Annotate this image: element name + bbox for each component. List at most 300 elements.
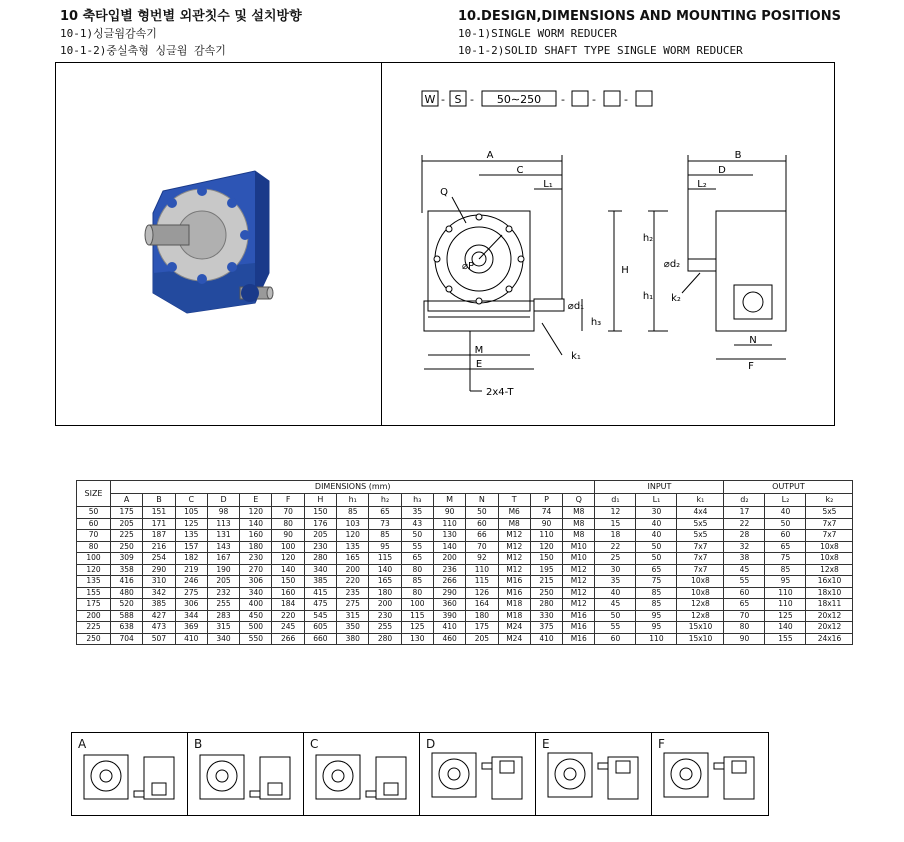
column-header: D	[207, 494, 239, 507]
svg-text:h₁: h₁	[642, 291, 654, 302]
table-cell: 150	[304, 507, 336, 519]
column-header: h₃	[401, 494, 433, 507]
table-cell: 113	[207, 518, 239, 530]
input-group-header: INPUT	[595, 481, 724, 494]
mounting-position-diagram	[72, 733, 187, 815]
table-cell: 120	[240, 507, 272, 519]
column-header: B	[143, 494, 175, 507]
table-cell: 175	[111, 507, 143, 519]
table-cell: 24x16	[806, 633, 853, 645]
column-header: Q	[563, 494, 595, 507]
table-cell: 187	[143, 530, 175, 542]
model-code-box-2: S	[454, 93, 462, 106]
table-cell: 180	[369, 587, 401, 599]
table-cell: M16	[563, 633, 595, 645]
table-cell: 473	[143, 622, 175, 634]
worm-reducer-image	[145, 171, 273, 313]
table-cell: 385	[143, 599, 175, 611]
column-header: T	[498, 494, 530, 507]
mounting-position-d	[420, 733, 536, 815]
mounting-position-label: E	[542, 737, 550, 751]
table-cell: 236	[433, 564, 465, 576]
table-cell: 140	[272, 564, 304, 576]
table-cell: M8	[563, 518, 595, 530]
table-cell: 280	[304, 553, 336, 565]
table-cell: 7x7	[806, 518, 853, 530]
size-cell: 100	[77, 553, 111, 565]
table-cell: 40	[636, 530, 677, 542]
svg-text:A: A	[486, 150, 494, 161]
table-cell: 103	[337, 518, 369, 530]
table-cell: 15x10	[677, 622, 724, 634]
table-cell: 50	[466, 507, 498, 519]
table-cell: 65	[724, 599, 765, 611]
table-cell: 360	[433, 599, 465, 611]
table-cell: M16	[498, 576, 530, 588]
table-cell: 80	[401, 564, 433, 576]
table-cell: 140	[765, 622, 806, 634]
table-cell: 50	[765, 518, 806, 530]
size-cell: 50	[77, 507, 111, 519]
table-cell: 310	[143, 576, 175, 588]
table-cell: 390	[433, 610, 465, 622]
table-cell: 16x10	[806, 576, 853, 588]
table-cell: 205	[466, 633, 498, 645]
table-cell: 280	[530, 599, 562, 611]
table-cell: 28	[724, 530, 765, 542]
table-cell: 110	[530, 530, 562, 542]
table-cell: M18	[498, 599, 530, 611]
table-cell: 92	[466, 553, 498, 565]
table-cell: 180	[240, 541, 272, 553]
table-cell: 5x5	[677, 530, 724, 542]
table-cell: 315	[337, 610, 369, 622]
header-line2-english: 10-1-2)SOLID SHAFT TYPE SINGLE WORM REDUCER	[458, 44, 743, 57]
table-cell: 460	[433, 633, 465, 645]
table-cell: 605	[304, 622, 336, 634]
table-cell: 90	[724, 633, 765, 645]
table-cell: 131	[207, 530, 239, 542]
mounting-position-label: C	[310, 737, 319, 751]
table-cell: 65	[401, 553, 433, 565]
svg-text:⌀d₁: ⌀d₁	[567, 301, 585, 312]
table-cell: 95	[636, 610, 677, 622]
table-row	[77, 599, 853, 611]
table-cell: 60	[595, 633, 636, 645]
column-header-row	[77, 494, 853, 507]
table-row	[77, 553, 853, 565]
table-cell: 385	[304, 576, 336, 588]
size-cell: 155	[77, 587, 111, 599]
table-cell: 200	[433, 553, 465, 565]
mounting-position-label: F	[658, 737, 665, 751]
table-cell: 125	[765, 610, 806, 622]
table-cell: 130	[401, 633, 433, 645]
table-cell: 167	[207, 553, 239, 565]
table-row	[77, 610, 853, 622]
table-cell: 85	[337, 507, 369, 519]
table-cell: 75	[636, 576, 677, 588]
table-cell: 290	[143, 564, 175, 576]
table-cell: 275	[337, 599, 369, 611]
table-cell: 18x11	[806, 599, 853, 611]
table-cell: 255	[207, 599, 239, 611]
column-header: L₁	[636, 494, 677, 507]
column-header: F	[272, 494, 304, 507]
column-header: P	[530, 494, 562, 507]
column-header: A	[111, 494, 143, 507]
table-cell: M10	[563, 553, 595, 565]
table-cell: 200	[337, 564, 369, 576]
mounting-position-e	[536, 733, 652, 815]
table-cell: 638	[111, 622, 143, 634]
table-cell: 55	[595, 622, 636, 634]
svg-text:-: -	[561, 93, 565, 106]
table-cell: 110	[765, 587, 806, 599]
table-cell: 12x8	[806, 564, 853, 576]
table-cell: 120	[272, 553, 304, 565]
table-cell: M8	[498, 518, 530, 530]
table-cell: 400	[240, 599, 272, 611]
table-cell: 315	[207, 622, 239, 634]
table-cell: 110	[765, 599, 806, 611]
table-cell: 110	[433, 518, 465, 530]
table-cell: 17	[724, 507, 765, 519]
table-cell: M12	[563, 564, 595, 576]
product-photo	[55, 63, 381, 425]
table-cell: 85	[401, 576, 433, 588]
header-title-korean: 10 축타입별 형번별 외관칫수 및 설치방향	[60, 9, 302, 24]
table-cell: 125	[175, 518, 207, 530]
dimensions-group-header: DIMENSIONS (mm)	[111, 481, 595, 494]
table-cell: 200	[369, 599, 401, 611]
table-cell: 344	[175, 610, 207, 622]
table-cell: 25	[595, 553, 636, 565]
table-cell: 410	[530, 633, 562, 645]
table-cell: 230	[304, 541, 336, 553]
table-cell: 180	[466, 610, 498, 622]
mounting-position-diagram	[188, 733, 303, 815]
mounting-position-label: A	[78, 737, 87, 751]
svg-text:Q: Q	[440, 187, 448, 198]
column-header: d₁	[595, 494, 636, 507]
table-cell: 427	[143, 610, 175, 622]
table-cell: 254	[143, 553, 175, 565]
size-cell: 60	[77, 518, 111, 530]
table-cell: 55	[724, 576, 765, 588]
table-cell: 195	[530, 564, 562, 576]
table-row	[77, 587, 853, 599]
table-cell: 340	[240, 587, 272, 599]
column-header: E	[240, 494, 272, 507]
table-cell: M16	[563, 622, 595, 634]
table-cell: M10	[563, 541, 595, 553]
table-cell: 40	[595, 587, 636, 599]
table-cell: 90	[272, 530, 304, 542]
table-cell: 507	[143, 633, 175, 645]
table-cell: 342	[143, 587, 175, 599]
header-line1-korean: 10-1)싱글웜감속기	[60, 27, 157, 40]
svg-text:L₁: L₁	[543, 179, 553, 190]
table-cell: 216	[143, 541, 175, 553]
column-header: H	[304, 494, 336, 507]
table-row	[77, 564, 853, 576]
table-cell: 250	[111, 541, 143, 553]
table-row	[77, 530, 853, 542]
svg-text:B: B	[734, 150, 742, 161]
table-cell: M12	[498, 564, 530, 576]
table-cell: 340	[304, 564, 336, 576]
table-cell: 266	[433, 576, 465, 588]
table-cell: 232	[207, 587, 239, 599]
svg-text:N: N	[749, 335, 757, 346]
table-cell: 205	[207, 576, 239, 588]
table-cell: 95	[765, 576, 806, 588]
table-cell: 500	[240, 622, 272, 634]
table-cell: M12	[563, 599, 595, 611]
size-cell: 135	[77, 576, 111, 588]
right-border	[834, 63, 835, 425]
table-cell: 7x7	[806, 530, 853, 542]
mounting-position-f	[652, 733, 767, 815]
table-row	[77, 576, 853, 588]
table-cell: 140	[369, 564, 401, 576]
table-cell: 38	[724, 553, 765, 565]
table-cell: 143	[207, 541, 239, 553]
table-cell: 66	[466, 530, 498, 542]
table-cell: 415	[304, 587, 336, 599]
svg-text:E: E	[475, 359, 483, 370]
table-cell: 290	[433, 587, 465, 599]
table-cell: 245	[272, 622, 304, 634]
table-row	[77, 518, 853, 530]
svg-text:L₂: L₂	[697, 179, 707, 190]
table-cell: 190	[207, 564, 239, 576]
table-cell: 22	[595, 541, 636, 553]
front-view-labels	[440, 150, 629, 398]
table-row	[77, 633, 853, 645]
table-cell: 176	[304, 518, 336, 530]
table-cell: 220	[272, 610, 304, 622]
table-cell: 95	[369, 541, 401, 553]
table-cell: 32	[724, 541, 765, 553]
table-cell: 74	[530, 507, 562, 519]
table-cell: M12	[498, 541, 530, 553]
table-cell: M12	[563, 576, 595, 588]
table-cell: 660	[304, 633, 336, 645]
table-cell: M16	[563, 610, 595, 622]
table-cell: 20x12	[806, 622, 853, 634]
table-cell: 545	[304, 610, 336, 622]
table-cell: M24	[498, 622, 530, 634]
table-cell: 7x7	[677, 553, 724, 565]
table-cell: 165	[369, 576, 401, 588]
table-cell: 10x8	[806, 541, 853, 553]
column-header: h₁	[337, 494, 369, 507]
table-cell: M24	[498, 633, 530, 645]
table-cell: 5x5	[806, 507, 853, 519]
table-cell: 30	[595, 564, 636, 576]
table-cell: M12	[498, 530, 530, 542]
table-cell: 255	[369, 622, 401, 634]
model-code-box-3: 50∼250	[496, 93, 542, 106]
table-cell: 115	[401, 610, 433, 622]
mounting-position-b	[188, 733, 304, 815]
table-cell: 18x10	[806, 587, 853, 599]
table-cell: 246	[175, 576, 207, 588]
table-cell: 230	[369, 610, 401, 622]
svg-text:H: H	[621, 265, 629, 276]
header-line2-korean: 10-1-2)중실축형 싱글웜 감속기	[60, 44, 226, 57]
table-cell: 115	[466, 576, 498, 588]
table-cell: 369	[175, 622, 207, 634]
table-cell: 80	[724, 622, 765, 634]
table-cell: 157	[175, 541, 207, 553]
table-cell: M8	[563, 507, 595, 519]
table-cell: 520	[111, 599, 143, 611]
table-cell: 90	[433, 507, 465, 519]
mounting-position-label: D	[426, 737, 436, 751]
table-cell: 151	[143, 507, 175, 519]
table-cell: 150	[530, 553, 562, 565]
table-cell: 40	[765, 507, 806, 519]
table-cell: 85	[636, 599, 677, 611]
column-header: k₂	[806, 494, 853, 507]
table-cell: 85	[765, 564, 806, 576]
table-cell: 10x8	[806, 553, 853, 565]
table-cell: 40	[636, 518, 677, 530]
mounting-position-label: B	[194, 737, 203, 751]
table-cell: 275	[175, 587, 207, 599]
table-cell: 140	[433, 541, 465, 553]
table-cell: 475	[304, 599, 336, 611]
size-cell: 200	[77, 610, 111, 622]
table-cell: 135	[175, 530, 207, 542]
header-line1-english: 10-1)SINGLE WORM REDUCER	[458, 27, 617, 40]
mounting-position-diagram	[304, 733, 419, 815]
column-header: L₂	[765, 494, 806, 507]
table-row	[77, 622, 853, 634]
table-cell: 7x7	[677, 541, 724, 553]
model-code-box-1: W	[424, 93, 436, 106]
table-cell: 70	[724, 610, 765, 622]
table-cell: 115	[369, 553, 401, 565]
table-cell: 182	[175, 553, 207, 565]
table-cell: 375	[530, 622, 562, 634]
table-cell: 184	[272, 599, 304, 611]
size-header: SIZE	[77, 481, 111, 507]
table-cell: 12x8	[677, 610, 724, 622]
svg-text:⌀d₂: ⌀d₂	[663, 259, 681, 270]
table-cell: 30	[636, 507, 677, 519]
table-cell: 266	[272, 633, 304, 645]
table-cell: M12	[498, 553, 530, 565]
table-cell: 225	[111, 530, 143, 542]
mounting-position-a	[72, 733, 188, 815]
side-view-labels	[643, 150, 757, 372]
table-cell: 50	[401, 530, 433, 542]
table-cell: 105	[175, 507, 207, 519]
header-right	[458, 8, 841, 59]
table-cell: 380	[337, 633, 369, 645]
table-cell: M12	[563, 587, 595, 599]
table-cell: 219	[175, 564, 207, 576]
table-cell: 120	[337, 530, 369, 542]
dimensions-table-body	[77, 507, 853, 645]
table-cell: 50	[636, 541, 677, 553]
svg-text:-: -	[470, 93, 474, 106]
table-cell: 50	[636, 553, 677, 565]
column-header: h₂	[369, 494, 401, 507]
table-cell: 235	[337, 587, 369, 599]
svg-text:-: -	[592, 93, 596, 106]
column-header: k₁	[677, 494, 724, 507]
size-cell: 250	[77, 633, 111, 645]
table-cell: M6	[498, 507, 530, 519]
table-cell: 80	[401, 587, 433, 599]
column-header: M	[433, 494, 465, 507]
header-title-english: 10.DESIGN,DIMENSIONS AND MOUNTING POSITIONS	[458, 9, 841, 24]
mounting-position-c	[304, 733, 420, 815]
table-cell: 220	[337, 576, 369, 588]
table-cell: 22	[724, 518, 765, 530]
svg-text:k₁: k₁	[571, 351, 581, 362]
table-cell: 60	[466, 518, 498, 530]
table-cell: 65	[636, 564, 677, 576]
table-cell: 270	[240, 564, 272, 576]
size-cell: 80	[77, 541, 111, 553]
table-cell: 100	[272, 541, 304, 553]
table-cell: 20x12	[806, 610, 853, 622]
table-cell: 45	[724, 564, 765, 576]
svg-text:h₃: h₃	[590, 317, 602, 328]
table-cell: 306	[240, 576, 272, 588]
table-cell: 70	[466, 541, 498, 553]
model-code	[422, 91, 652, 106]
table-cell: 73	[369, 518, 401, 530]
table-cell: 60	[724, 587, 765, 599]
table-cell: 75	[765, 553, 806, 565]
svg-text:F: F	[748, 361, 754, 372]
table-row	[77, 507, 853, 519]
svg-text:h₂: h₂	[642, 233, 654, 244]
size-cell: 175	[77, 599, 111, 611]
table-cell: 126	[466, 587, 498, 599]
table-cell: 155	[765, 633, 806, 645]
table-row	[77, 541, 853, 553]
dimensions-table	[76, 480, 853, 645]
table-cell: 416	[111, 576, 143, 588]
table-cell: 35	[595, 576, 636, 588]
table-cell: 150	[272, 576, 304, 588]
mounting-position-diagram	[420, 733, 535, 815]
table-cell: 283	[207, 610, 239, 622]
table-cell: 10x8	[677, 576, 724, 588]
svg-text:-: -	[624, 93, 628, 106]
table-cell: M18	[498, 610, 530, 622]
table-cell: 480	[111, 587, 143, 599]
table-cell: 110	[636, 633, 677, 645]
table-cell: 410	[433, 622, 465, 634]
table-cell: 15	[595, 518, 636, 530]
table-cell: 171	[143, 518, 175, 530]
table-cell: 60	[765, 530, 806, 542]
bottom-divider	[55, 425, 835, 426]
table-cell: 4x4	[677, 507, 724, 519]
table-cell: M8	[563, 530, 595, 542]
table-cell: 164	[466, 599, 498, 611]
table-cell: 85	[636, 587, 677, 599]
